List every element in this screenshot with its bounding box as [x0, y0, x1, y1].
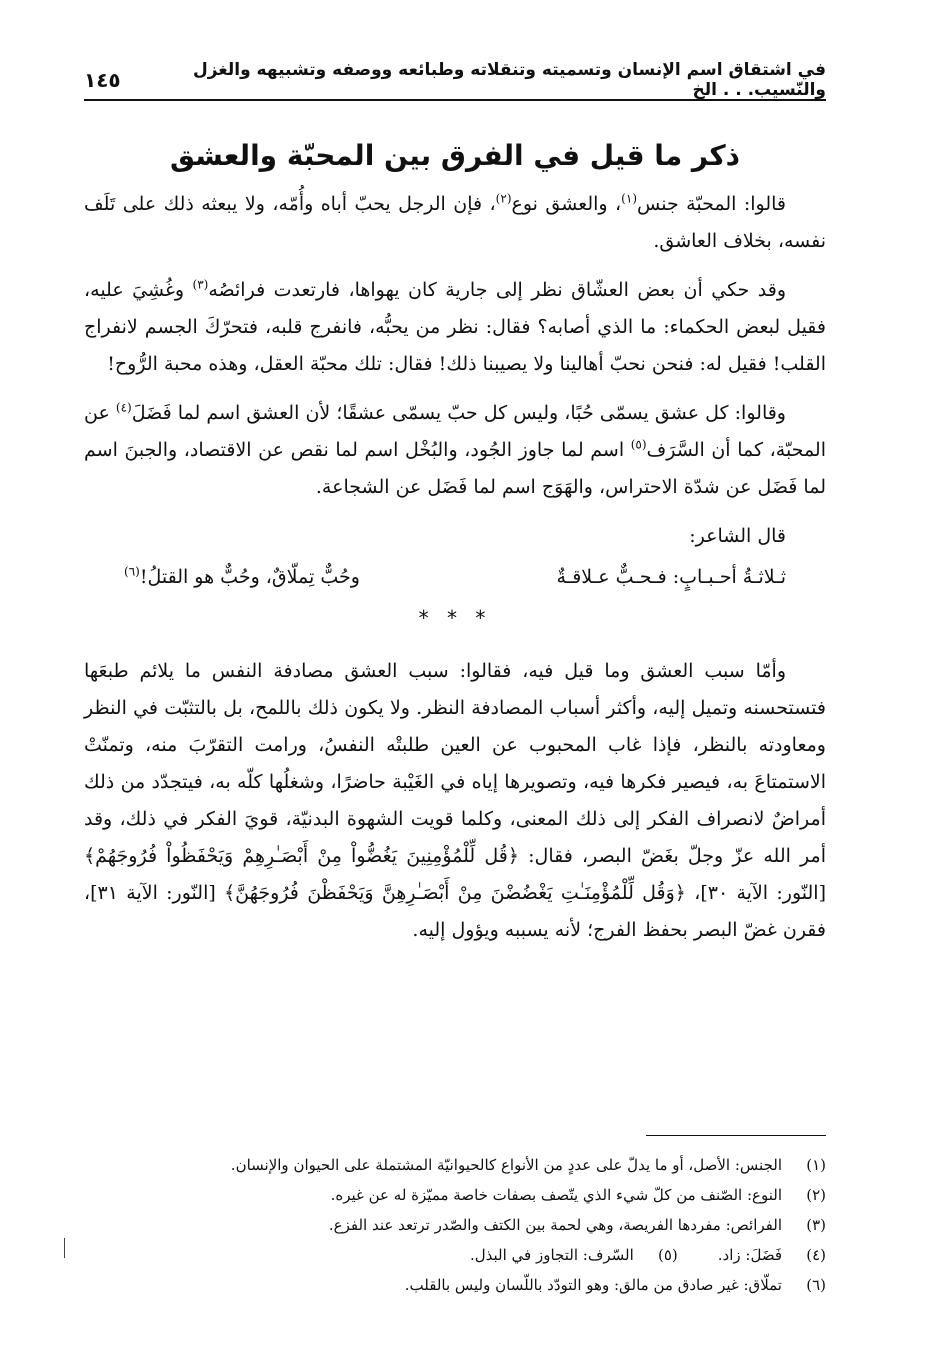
footnote-number: (١) [806, 1156, 826, 1174]
verse-hemistich-second: وحُبٌّ تِملّاقٌ، وحُبٌّ هو القتلُ!$^{(٦)}$ [124, 564, 360, 588]
verse-line [84, 559, 826, 596]
footnote-ref[interactable]: (١) [621, 191, 637, 206]
running-head [84, 62, 826, 98]
footnote-number: (٢) [806, 1186, 826, 1204]
verse-hemistich-first: ثـلاثـةُ أحـبـابٍ: فـحـبٌّ عـلاقـةٌ [556, 566, 786, 588]
paragraph-cause: وأمّا سبب العشق وما قيل فيه، فقالوا: سبب العشق مصادفة النفس ما يلائم طبعَها فتستحسنه وتميل إليه، وأكثر أسباب المصادفة النظر. ولا يكون ذلك باللمح، بل بالتثبّت في النظر ومعاودته بالنظر، فإذا غاب المحبوب عن العين طلبتْه النفسُ، ورامت التقرّبَ منه، وتمنّتْ الاستمتاعَ به، فيصير فكرها فيه، وتصويرها إياه في الغَيْبة حاضرًا، وشغلُها كلّه به، فيتجدّد من ذلك أمراضٌ لانصراف الفكر إلى ذلك المعنى، وكلما قويت الشهوة البدنيّة، قويَ الفكر في ذلك، وقد أمر الله عزّ وجلّ بغَضّ البصر، فقال: ﴿قُل لِّلْمُؤْمِنِينَ يَغُضُّواْ مِنْ أَبْصَـٰرِهِمْ وَيَحْفَظُواْ فُرُوجَهُمْ﴾ [النّور: الآية ٣٠]، ﴿وَقُل لِّلْمُؤْمِنَـٰتِ يَغْضُضْنَ مِنْ أَبْصَـٰرِهِنَّ وَيَحْفَظْنَ فُرُوجَهُنَّ﴾ [النّور: الآية ٣١]، فقرن غضّ البصر بحفظ الفرج؛ لأنه يسببه ويؤول إليه. [84, 660, 826, 941]
footnote-item [84, 1240, 826, 1270]
footnote-ref[interactable]: (٥) [630, 437, 647, 452]
section-separator: * * * [418, 606, 492, 630]
footnote-item [84, 1180, 826, 1210]
footnote-item [84, 1150, 826, 1180]
header-rule [84, 99, 826, 101]
footnote-number: (٥) [658, 1246, 678, 1264]
margin-mark [64, 1238, 65, 1258]
footnote-item [84, 1270, 826, 1300]
footnote-text: السّرف: التجاوز في البذل. [469, 1246, 634, 1264]
poet-intro: قال الشاعر: [689, 525, 786, 547]
paragraph-anecdote: وقد حكي أن بعض العشّاق نظر إلى جارية كان يهواها، فارتعدت فرائصُه$^{(٣)}$ وغُشِيَ عليه، فقيل لبعض الحكماء: ما الذي أصابه؟ فقال: نظر من يحبُّه، فانفرج قلبه، فتحرّكَ الجسم لانفراج القلب! فقيل له: فنحن نحبّ أهالينا ولا يصيبنا ذلك! فقال: تلك محبّة العقل، وهذه محبة الرُّوح! [84, 277, 826, 375]
footnotes [84, 1150, 826, 1300]
footnote-item [84, 1210, 826, 1240]
footnote-number: (٤) [806, 1246, 826, 1264]
paragraph-distinction: وقالوا: كل عشق يسمّى حُبًا، وليس كل حبّ يسمّى عشقًا؛ لأن العشق اسم لما فَضَلَ$^{(٤)}$ عن المحبّة، كما أن السَّرَف$^{(٥)}$ اسم لما جاوز الجُود، والبُخْل اسم لما نقص عن الاقتصاد، والجبنَ اسم لما فَضَل عن شدّة الاحتراس، والهَوَج اسم لما فَضَل عن الشجاعة. [84, 400, 826, 498]
running-head-title: في اشتقاق اسم الإنسان وتسميته وتنقلاته وطبائعه ووصفه وتشبيهه والغزل والنّسيب. . . الخ [192, 60, 826, 100]
footnote-number: (٦) [806, 1276, 826, 1294]
footnote-text: الجنس: الأصل، أو ما يدلّ على عددٍ من الأنواع كالحيوانيّة المشتملة على الحيوان والإنسان. [230, 1156, 782, 1174]
footnote-ref[interactable]: (٣) [192, 277, 209, 292]
page-number: ١٤٥ [84, 68, 121, 92]
footnote-rule [646, 1135, 826, 1136]
footnote-ref[interactable]: (٢) [495, 191, 512, 206]
footnote-text: تملّاق: غير صادق من مالق: وهو التودّد باللّسان وليس بالقلب. [404, 1276, 782, 1294]
footnote-text: النوع: الصّنف من كلّ شيء الذي يتّصف بصفات خاصة مميّزة له عن غيره. [330, 1186, 782, 1204]
body-text [84, 186, 826, 961]
chapter-title: ذكر ما قيل في الفرق بين المحبّة والعشق [170, 139, 740, 172]
footnote-number: (٣) [806, 1216, 826, 1234]
footnote-text: الفرائص: مفردها الفريصة، وهي لحمة بين الكتف والصّدر ترتعد عند الفزع. [328, 1216, 782, 1234]
paragraph-definition: قالوا: المحبّة جنس$^{(١)}$، والعشق نوع$^{(٢)}$، فإن الرجل يحبّ أباه وأُمّه، ولا يبعثه ذلك على تَلَف نفسه، بخلاف العاشق. [84, 191, 826, 252]
footnote-ref[interactable]: (٦) [124, 564, 140, 579]
footnote-ref[interactable]: (٤) [115, 400, 132, 415]
footnote-text: فَضَلَ: زاد. [717, 1246, 782, 1264]
